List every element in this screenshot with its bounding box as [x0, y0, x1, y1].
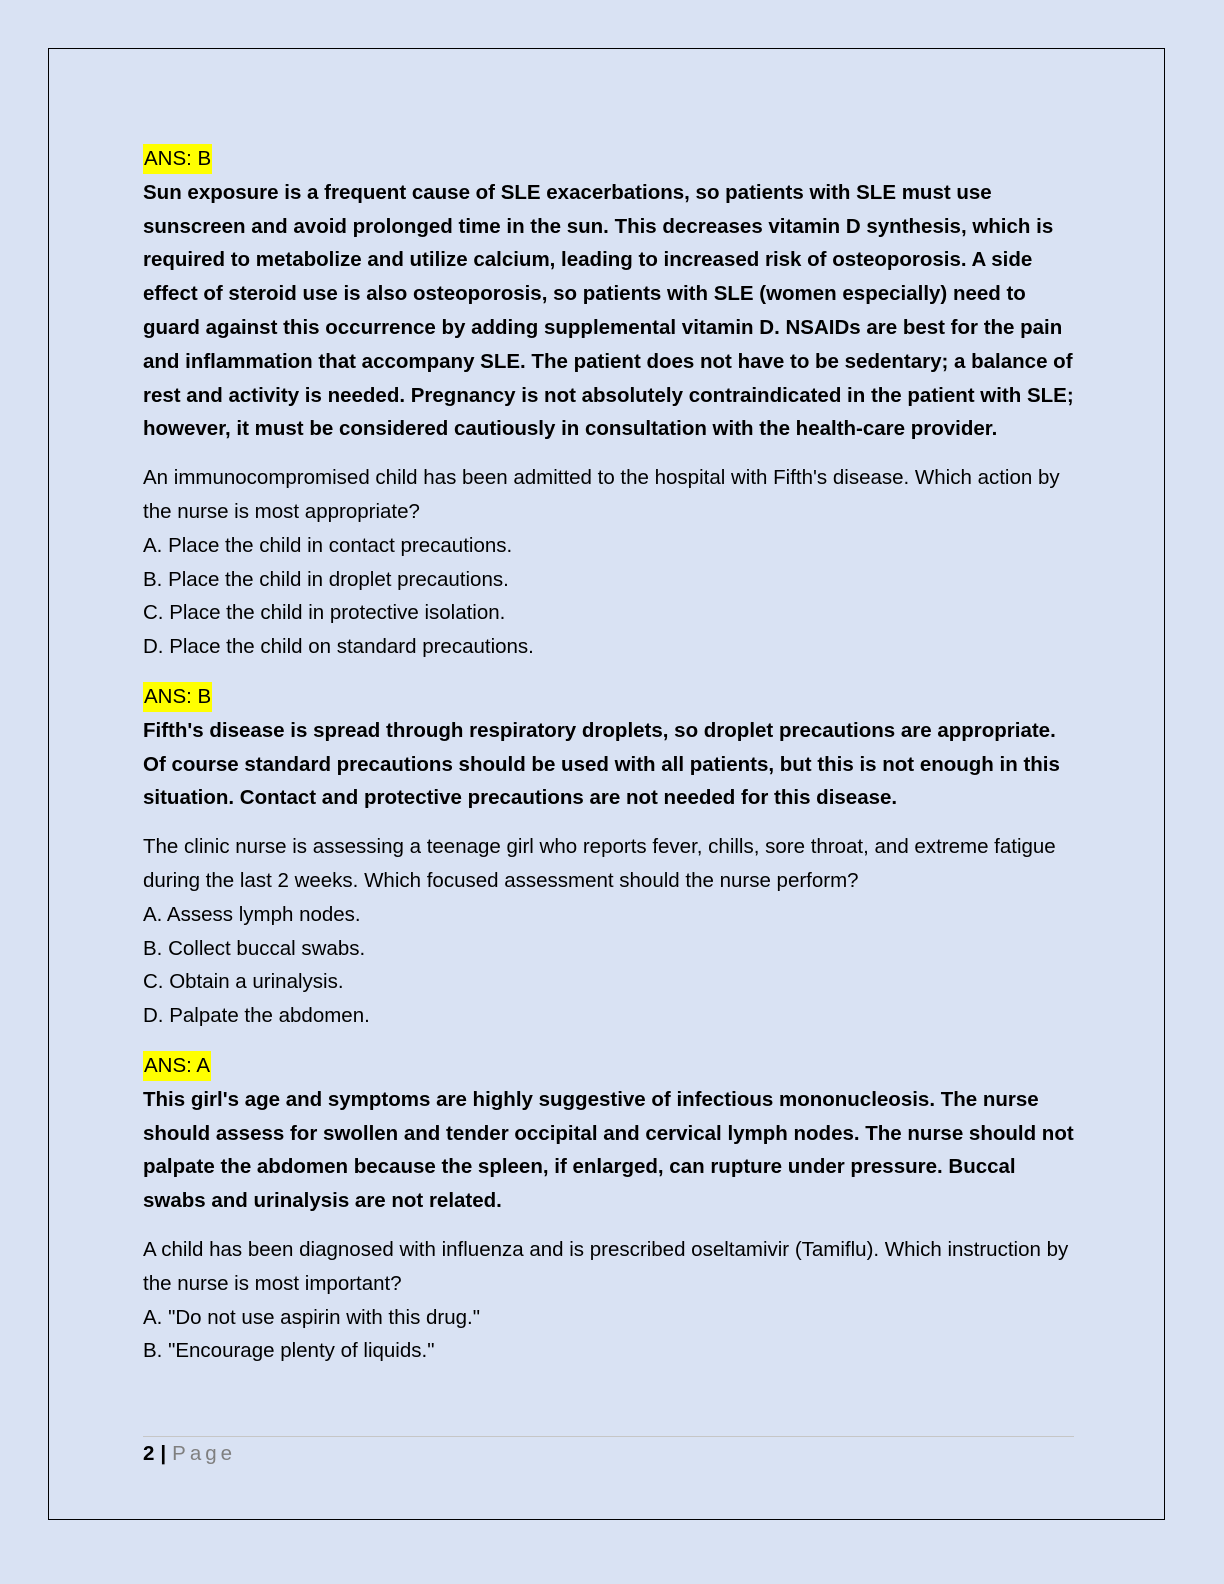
- footer-separator: |: [160, 1442, 167, 1465]
- answer-option: B. "Encourage plenty of liquids.": [143, 1339, 435, 1363]
- question-stem: The clinic nurse is assessing a teenage girl who reports fever, chills, sore throat, and extreme fatigue during the last 2 weeks. Which focused assessment should the nurse perform?: [143, 835, 1056, 892]
- answer-option: A. Assess lymph nodes.: [143, 902, 361, 926]
- answer-block: [143, 142, 1083, 446]
- question-block: [143, 461, 1083, 664]
- question-stem: An immunocompromised child has been admitted to the hospital with Fifth's disease. Which action by the nurse is most appropriate?: [143, 466, 1060, 523]
- page-word: Page: [172, 1442, 237, 1465]
- footer-divider: [143, 1436, 1074, 1437]
- answer-option: D. Palpate the abdomen.: [143, 1004, 370, 1028]
- answer-label: ANS: A: [143, 1051, 211, 1081]
- answer-option: C. Place the child in protective isolation.: [143, 601, 506, 625]
- answer-rationale: Fifth's disease is spread through respiratory droplets, so droplet precautions are appropriate. Of course standard precautions should be used with all patients, but this is not enough in this situation. Contact and protective precautions are not needed for this disease.: [143, 718, 1060, 810]
- answer-rationale: Sun exposure is a frequent cause of SLE exacerbations, so patients with SLE must use sunscreen and avoid prolonged time in the sun. This decreases vitamin D synthesis, which is required to metabolize and utilize calcium, leading to increased risk of osteoporosis. A side effect of steroid use is also osteoporosis, so patients with SLE (women especially) need to guard against this occurrence by adding supplemental vitamin D. NSAIDs are best for the pain and inflammation that accompany SLE. The patient does not have to be sedentary; a balance of rest and activity is needed. Pregnancy is not absolutely contraindicated in the patient with SLE; however, it must be considered cautiously in consultation with the health-care provider.: [143, 180, 1074, 441]
- page-number: 2: [143, 1442, 155, 1465]
- answer-label: ANS: B: [143, 682, 212, 712]
- question-block: [143, 830, 1083, 1033]
- question-block: [143, 1233, 1083, 1368]
- answer-label: ANS: B: [143, 144, 212, 174]
- answer-option: A. Place the child in contact precautions.: [143, 533, 513, 557]
- answer-option: A. "Do not use aspirin with this drug.": [143, 1305, 481, 1329]
- answer-block: [143, 680, 1083, 815]
- answer-option: D. Place the child on standard precautions.: [143, 635, 534, 659]
- answer-option: C. Obtain a urinalysis.: [143, 970, 344, 994]
- answer-block: [143, 1049, 1083, 1218]
- answer-option: B. Collect buccal swabs.: [143, 936, 366, 960]
- page-footer: [143, 1438, 236, 1470]
- question-stem: A child has been diagnosed with influenza and is prescribed oseltamivir (Tamiflu). Which instruction by the nurse is most important?: [143, 1237, 1069, 1295]
- answer-option: B. Place the child in droplet precautions.: [143, 567, 509, 591]
- answer-rationale: This girl's age and symptoms are highly suggestive of infectious mononucleosis. The nurse should assess for swollen and tender occipital and cervical lymph nodes. The nurse should not palpate the abdomen because the spleen, if enlarged, can rupture under pressure. Buccal swabs and urinalysis are not related.: [143, 1087, 1074, 1213]
- document-body: [143, 142, 1083, 1368]
